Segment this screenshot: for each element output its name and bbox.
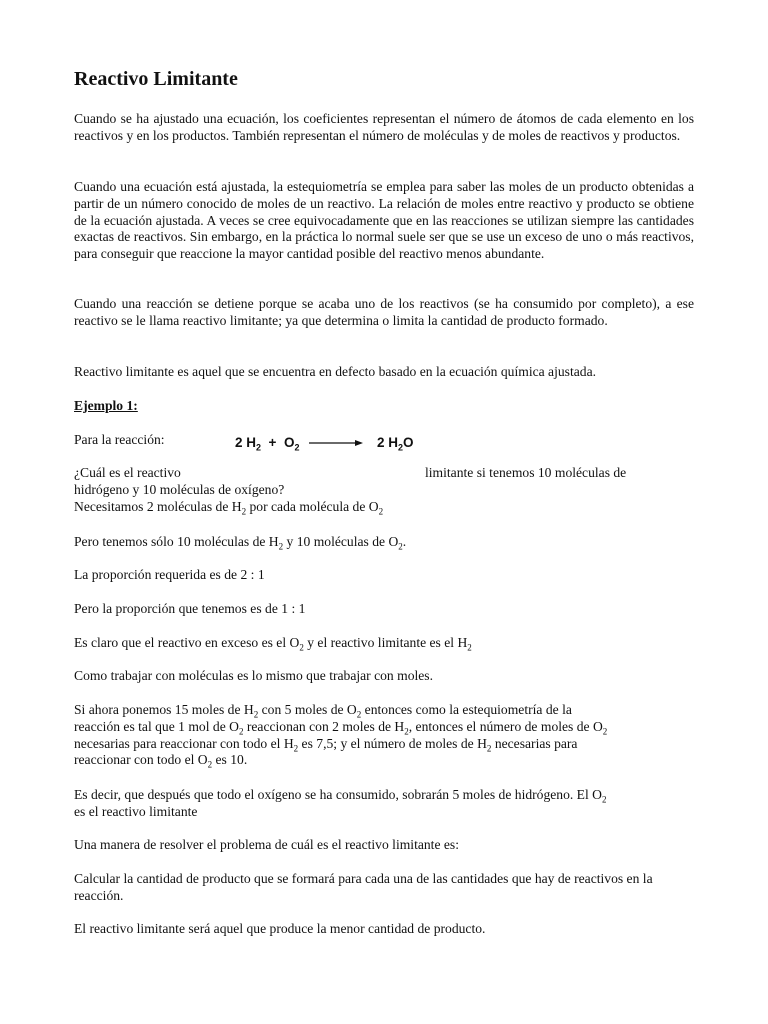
moles-note: Como trabajar con moléculas es lo mismo que trabajar con moles. xyxy=(74,668,433,683)
chemical-equation: 2 $H_2 + O_2$ 2 $H_2O$ xyxy=(235,435,414,453)
have-statement: Pero tenemos sólo 10 moléculas de $H_2$ y 10 moléculas de $O_2$. xyxy=(74,534,407,552)
conclusion-line-2: es el reactivo limitante xyxy=(74,803,198,819)
paragraph-definition: Cuando una reacción se detiene porque se acaba uno de los reactivos (se ha consumido por completo), a ese reactivo se le llama reactivo limitante; ya que determina o limita la cantidad de producto formado. xyxy=(74,296,694,328)
ratio-have: Pero la proporción que tenemos es de 1 : 1 xyxy=(74,601,306,616)
paragraph-coefficients: Cuando se ha ajustado una ecuación, los coeficientes representan el número de átomos de cada elemento en los reactivos y en los productos. También representan el número de moléculas y de moles de reactivos y productos. xyxy=(74,111,694,143)
ratio-required: La proporción requerida es de 2 : 1 xyxy=(74,567,265,582)
moles-case-line-3: necesarias para reaccionar con todo el $H_2$ es 7,5; y el número de moles de $H_2$ necesarias para xyxy=(74,735,578,754)
reaction-arrow-icon xyxy=(309,439,363,447)
conclusion-paragraph xyxy=(74,787,694,821)
moles-case-line-2: reacción es tal que 1 mol de $O_2$ reaccionan con 2 moles de $H_2$, entonces el número de moles de $O_2$ xyxy=(74,718,608,737)
question-line-1: ¿Cuál es el reactivo limitante si tenemos 10 moléculas de xyxy=(74,465,627,480)
need-statement: Necesitamos 2 moléculas de $H_2$ por cada molécula de $O_2$ xyxy=(74,499,384,517)
excess-statement: Es claro que el reactivo en exceso es el $O_2$ y el reactivo limitante es el $H_2$ xyxy=(74,635,472,653)
page-title: Reactivo Limitante xyxy=(74,68,238,90)
moles-case-line-4: reaccionar con todo el $O_2$ es 10. xyxy=(74,752,248,771)
question-line-2: hidrógeno y 10 moléculas de oxígeno? xyxy=(74,482,285,497)
paragraph-limiting-reagent: Reactivo limitante es aquel que se encuentra en defecto basado en la ecuación química ajustada. xyxy=(74,364,596,379)
example-heading: Ejemplo 1: xyxy=(74,398,138,413)
method-intro: Una manera de resolver el problema de cuál es el reactivo limitante es: xyxy=(74,837,459,852)
paragraph-stoichiometry: Cuando una ecuación está ajustada, la estequiometría se emplea para saber las moles de un producto obtenidas a partir de un número conocido de moles de un reactivo. La relación de moles entre reactivo y producto se obtiene de la ecuación ajustada. A veces se cree equivocadamente que en las reacciones se utilizan siempre las cantidades exactas de reactivos. Sin embargo, en la práctica lo normal suele ser que se use un exceso de uno o más reactivos, para conseguir que reaccione la mayor cantidad posible del reactivo menos abundante. xyxy=(74,179,694,262)
conclusion-line-1: Es decir, que después que todo el oxígeno se ha consumido, sobrarán 5 moles de hidrógeno. El $O_2$ xyxy=(74,787,607,805)
moles-case-paragraph xyxy=(74,702,694,769)
method-step: Calcular la cantidad de producto que se formará para cada una de las cantidades que hay de reactivos en la reacción. xyxy=(74,871,653,903)
method-result: El reactivo limitante será aquel que produce la menor cantidad de producto. xyxy=(74,921,486,936)
moles-case-line-1: Si ahora ponemos 15 moles de $H_2$ con 5 moles de $O_2$ entonces como la estequiometría de la xyxy=(74,702,572,720)
reaction-label: Para la reacción: xyxy=(74,432,165,447)
